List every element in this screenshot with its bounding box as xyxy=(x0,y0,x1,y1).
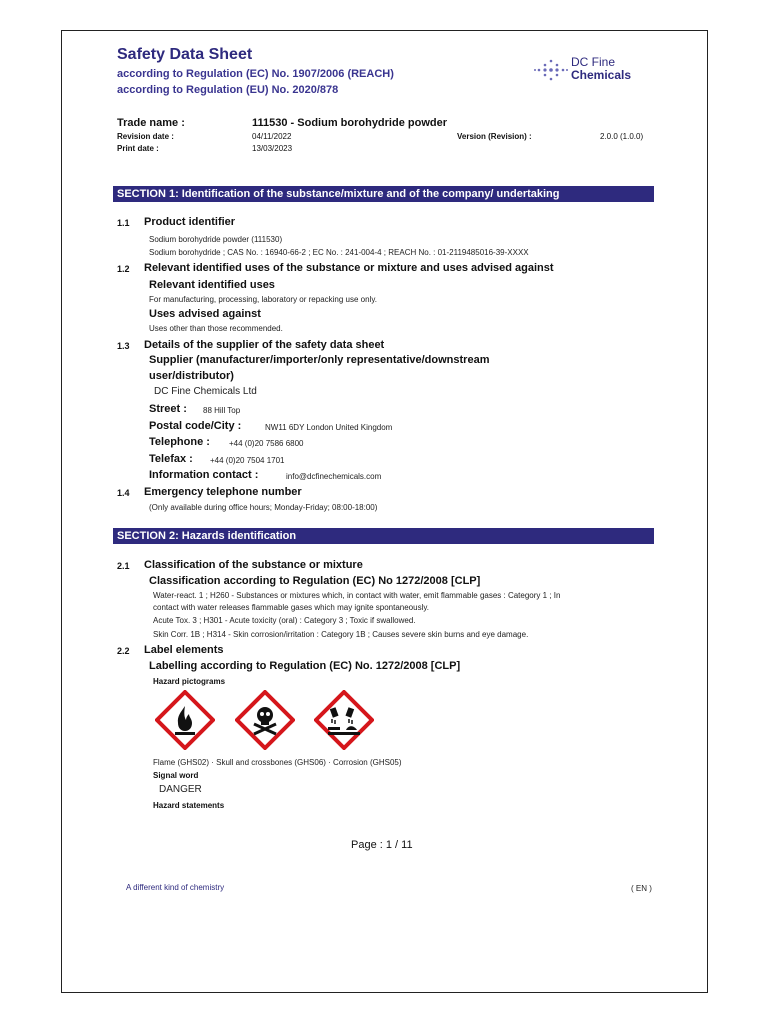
uses-advised-against-heading: Uses advised against xyxy=(149,308,261,320)
document-title: Safety Data Sheet xyxy=(117,46,253,63)
company-name: DC Fine Chemicals Ltd xyxy=(154,386,257,397)
signal-word-value: DANGER xyxy=(159,784,202,795)
labelling-heading: Labelling according to Regulation (EC) No. 1272/2008 [CLP] xyxy=(149,660,461,672)
hazard-statements-label: Hazard statements xyxy=(153,801,225,810)
postal-city-label: Postal code/City : xyxy=(149,420,242,432)
section-1-4-title: Emergency telephone number xyxy=(144,486,302,498)
classification-line-4: Skin Corr. 1B ; H314 - Skin corrosion/irritation : Category 1B ; Causes severe skin burns and eye damage. xyxy=(153,630,529,639)
skull-crossbones-ghs06-icon xyxy=(235,690,295,750)
trade-name-label: Trade name : xyxy=(117,117,185,129)
section-2-header: SECTION 2: Hazards identification xyxy=(113,528,654,544)
revision-date-value: 04/11/2022 xyxy=(252,132,292,141)
version-value: 2.0.0 (1.0.0) xyxy=(600,132,644,141)
page-number: Page : 1 / 11 xyxy=(351,839,413,851)
identified-uses-text: For manufacturing, processing, laboratory or repacking use only. xyxy=(149,295,377,304)
print-date-value: 13/03/2023 xyxy=(252,144,293,153)
hazard-pictograms-label: Hazard pictograms xyxy=(153,677,226,686)
regulation-line-2: according to Regulation (EU) No. 2020/878 xyxy=(117,84,339,96)
supplier-heading-line-2: user/distributor) xyxy=(149,370,234,382)
logo-line-1: DC Fine xyxy=(571,55,616,69)
section-1-1-title: Product identifier xyxy=(144,216,236,228)
trade-name-value: 111530 - Sodium borohydride powder xyxy=(252,117,447,129)
telefax-value: +44 (0)20 7504 1701 xyxy=(210,456,285,465)
section-1-3-number: 1.3 xyxy=(117,341,130,351)
logo-line-2: Chemicals xyxy=(571,68,632,82)
section-1-1-number: 1.1 xyxy=(117,218,130,228)
product-identifier-line-2: Sodium borohydride ; CAS No. : 16940-66-2 ; EC No. : 241-004-4 ; REACH No. : 01-2119485016-39-XXXX xyxy=(149,248,529,257)
street-label: Street : xyxy=(149,403,187,415)
version-label: Version (Revision) : xyxy=(457,132,532,141)
classification-heading: Classification according to Regulation (EC) No 1272/2008 [CLP] xyxy=(149,575,481,587)
section-2-1-number: 2.1 xyxy=(117,561,130,571)
section-2-1-title: Classification of the substance or mixture xyxy=(144,559,363,571)
print-date-label: Print date : xyxy=(117,144,159,153)
street-value: 88 Hill Top xyxy=(203,406,241,415)
corrosion-ghs05-icon xyxy=(314,690,374,750)
classification-line-3: Acute Tox. 3 ; H301 - Acute toxicity (oral) : Category 3 ; Toxic if swallowed. xyxy=(153,616,416,625)
identified-uses-heading: Relevant identified uses xyxy=(149,279,275,291)
signal-word-label: Signal word xyxy=(153,771,199,780)
classification-line-2: contact with water releases flammable gases which may ignite spontaneously. xyxy=(153,603,429,612)
section-1-2-title: Relevant identified uses of the substance or mixture and uses advised against xyxy=(144,262,554,274)
section-2-2-number: 2.2 xyxy=(117,646,130,656)
revision-date-label: Revision date : xyxy=(117,132,174,141)
postal-city-value: NW11 6DY London United Kingdom xyxy=(265,423,393,432)
information-contact-label: Information contact : xyxy=(149,469,259,481)
telephone-value: +44 (0)20 7586 6800 xyxy=(229,439,304,448)
information-contact-value[interactable]: info@dcfinechemicals.com xyxy=(286,472,382,481)
company-logo-icon xyxy=(533,58,569,84)
section-1-2-number: 1.2 xyxy=(117,264,130,274)
section-1-4-number: 1.4 xyxy=(117,488,130,498)
footer-tagline: A different kind of chemistry xyxy=(126,883,225,892)
flame-ghs02-icon xyxy=(155,690,215,750)
regulation-line-1: according to Regulation (EC) No. 1907/2006 (REACH) xyxy=(117,68,394,80)
section-1-header: SECTION 1: Identification of the substance/mixture and of the company/ undertaking xyxy=(113,186,654,202)
telephone-label: Telephone : xyxy=(149,436,210,448)
telefax-label: Telefax : xyxy=(149,453,193,465)
emergency-phone-text: (Only available during office hours; Monday-Friday; 08:00-18:00) xyxy=(149,503,378,512)
footer-language: ( EN ) xyxy=(631,884,652,893)
section-1-3-title: Details of the supplier of the safety data sheet xyxy=(144,339,385,351)
uses-advised-against-text: Uses other than those recommended. xyxy=(149,324,283,333)
company-logo xyxy=(571,56,631,82)
section-2-2-title: Label elements xyxy=(144,644,224,656)
classification-line-1: Water-react. 1 ; H260 - Substances or mixtures which, in contact with water, emit flammable gases : Category 1 ; In xyxy=(153,591,561,600)
supplier-heading-line-1: Supplier (manufacturer/importer/only representative/downstream xyxy=(149,354,490,366)
pictograms-caption: Flame (GHS02) · Skull and crossbones (GHS06) · Corrosion (GHS05) xyxy=(153,758,402,767)
product-identifier-line-1: Sodium borohydride powder (111530) xyxy=(149,235,283,244)
